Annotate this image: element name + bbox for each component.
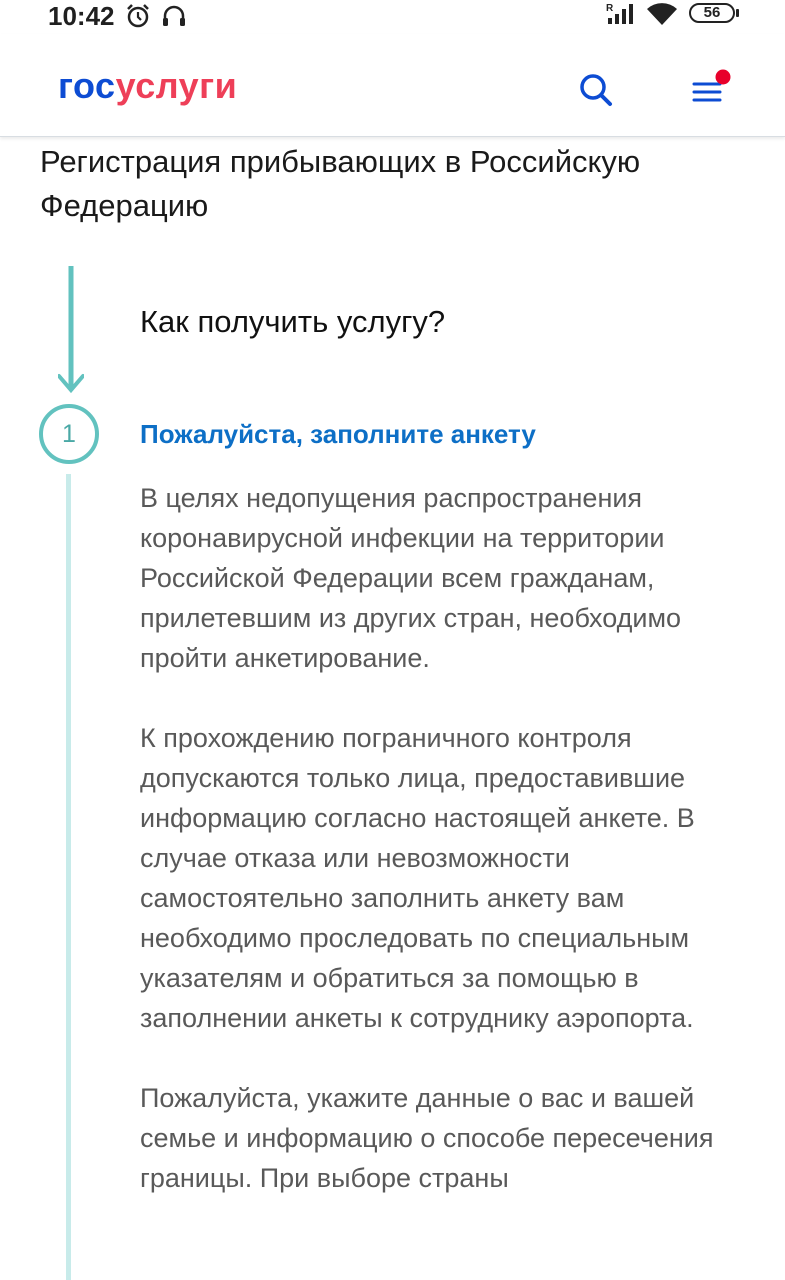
app-header	[0, 34, 785, 137]
wifi-icon	[646, 1, 678, 27]
search-icon	[576, 70, 616, 110]
status-time: 10:42	[48, 1, 115, 31]
search-button[interactable]	[576, 70, 616, 110]
logo-part-uslugi: услуги	[115, 65, 238, 106]
logo-part-gos: гос	[58, 65, 116, 106]
battery-icon: 56	[689, 3, 735, 23]
step-paragraph: В целях недопущения распространения коронавирусной инфекции на территории Российской Федерации всем гражданам, прилетевшим из других стран, необходимо пройти анкетирование.	[140, 483, 682, 673]
alarm-icon	[124, 2, 152, 30]
battery-tip	[736, 9, 739, 17]
menu-button[interactable]	[690, 68, 736, 108]
step-paragraph: Пожалуйста, укажите данные о вас и вашей семье и информацию о способе пересечения границы. При выборе страны	[140, 1083, 714, 1193]
timeline-line	[66, 474, 71, 1280]
svg-text:R: R	[606, 3, 614, 14]
signal-icon	[606, 2, 636, 26]
step-title[interactable]: Пожалуйста, заполните анкету	[140, 419, 536, 449]
timeline-arrow-icon	[58, 266, 84, 396]
how-to-get-service-heading: Как получить услугу?	[140, 304, 446, 339]
menu-icon	[690, 68, 736, 108]
step-number-badge: 1	[39, 404, 99, 464]
status-bar	[0, 0, 785, 34]
step-description	[140, 478, 765, 1238]
headset-icon	[160, 2, 188, 30]
step-paragraph: К прохождению пограничного контроля допускаются только лица, предоставившие информацию согласно настоящей анкете. В случае отказа или невозможности самостоятельно заполнить анкету вам необходимо проследовать по специальным указателям и обратиться за помощью в заполнении анкеты к сотруднику аэропорта.	[140, 723, 695, 1033]
page-title: Регистрация прибывающих в Российскую Федерацию	[40, 144, 641, 223]
gosuslugi-logo[interactable]	[58, 66, 237, 106]
